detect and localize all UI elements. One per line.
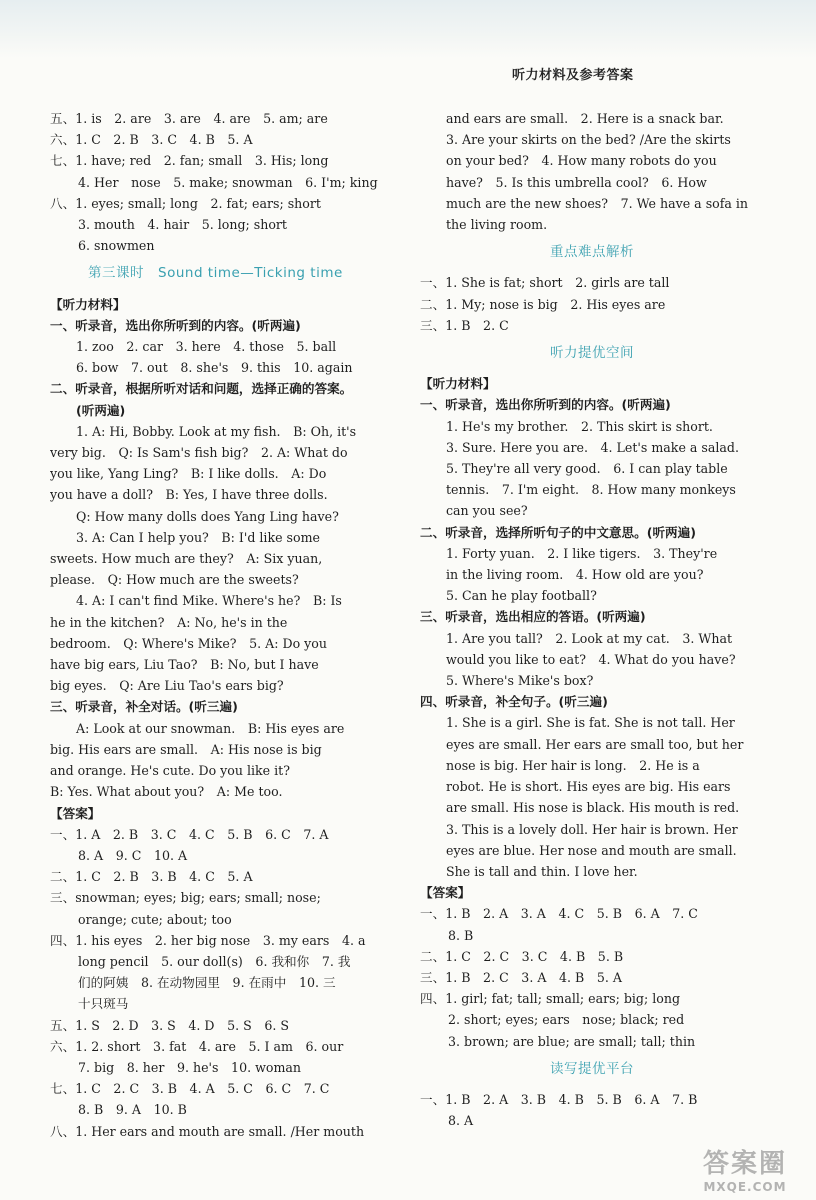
question-heading: 三、听录音，补全对话。(听三遍) [50, 699, 238, 715]
text-line: have big ears, Liu Tao? B: No, but I have [50, 657, 319, 673]
answers-label: 【答案】 [50, 805, 101, 821]
text-line: 3. This is a lovely doll. Her hair is brown. Her [446, 821, 738, 837]
text-line: 3. Are your skirts on the bed? /Are the skirts [446, 132, 731, 148]
text-line: 三、1. B 2. C [420, 317, 509, 333]
left-column [50, 108, 394, 1142]
text-line: very big. Q: Is Sam's fish big? 2. A: What do [50, 445, 348, 461]
text-line: 1. Forty yuan. 2. I like tigers. 3. They're [446, 545, 718, 561]
text-line: 五、1. S 2. D 3. S 4. D 5. S 6. S [50, 1017, 289, 1033]
right-column [420, 108, 764, 1131]
text-line: can you see? [446, 503, 528, 519]
question-heading: 二、听录音，根据所听对话和问题，选择正确的答案。 [50, 381, 353, 397]
text-line: 1. zoo 2. car 3. here 4. those 5. ball [76, 339, 337, 355]
text-line: 3. A: Can I help you? B: I'd like some [76, 529, 320, 545]
text-line: 8. A 9. C 10. A [78, 847, 188, 863]
right-answers [420, 903, 764, 1051]
text-line: 一、1. B 2. A 3. A 4. C 5. B 6. A 7. C [420, 906, 698, 922]
left-top-block [50, 108, 394, 256]
text-line: 1. Are you tall? 2. Look at my cat. 3. What [446, 630, 733, 646]
question-heading: 三、听录音，选出相应的答语。(听两遍) [420, 609, 646, 625]
text-line: 8. A [448, 1113, 474, 1129]
text-line: 二、1. My; nose is big 2. His eyes are [420, 296, 666, 312]
text-line: and orange. He's cute. Do you like it? [50, 763, 290, 779]
text-line: 六、1. 2. short 3. fat 4. are 5. I am 6. our [50, 1038, 344, 1054]
text-line: 十只斑马 [78, 996, 129, 1012]
text-line: he in the kitchen? A: No, he's in the [50, 614, 288, 630]
text-line: 3. Sure. Here you are. 4. Let's make a salad. [446, 439, 739, 455]
section-title-key-points: 重点难点解析 [550, 244, 634, 261]
watermark-logo [680, 1140, 810, 1196]
listening-label: 【听力材料】 [50, 296, 126, 312]
text-line: 五、1. is 2. are 3. are 4. are 5. am; are [50, 111, 328, 126]
left-answers [50, 824, 394, 1142]
left-listening-material [50, 315, 394, 803]
page-top-band [0, 0, 816, 58]
text-line: 一、1. She is fat; short 2. girls are tall [420, 275, 670, 291]
text-line: 1. He's my brother. 2. This skirt is short. [446, 418, 713, 434]
text-line: eyes are small. Her ears are small too, but her [446, 736, 744, 752]
text-line: B: Yes. What about you? A: Me too. [50, 784, 283, 800]
watermark-logo-text: 答案圈 [702, 1148, 787, 1179]
question-heading: 四、听录音，补全句子。(听三遍) [420, 694, 608, 710]
text-line: would you like to eat? 4. What do you have? [446, 651, 736, 667]
text-line: you have a doll? B: Yes, I have three dolls. [50, 487, 328, 503]
text-line: 四、1. girl; fat; tall; small; ears; big; long [420, 991, 681, 1007]
text-line: 6. bow 7. out 8. she's 9. this 10. again [76, 360, 353, 376]
text-line: 4. Her nose 5. make; snowman 6. I'm; king [78, 174, 378, 190]
section-title-listening-boost: 听力提优空间 [550, 345, 634, 362]
text-line: 3. brown; are blue; are small; tall; thin [448, 1033, 696, 1049]
text-line: much are the new shoes? 7. We have a sofa in [446, 195, 749, 211]
text-line: please. Q: How much are the sweets? [50, 572, 299, 588]
text-line: 一、1. A 2. B 3. C 4. C 5. B 6. C 7. A [50, 826, 329, 842]
section-title-reading-writing: 读写提优平台 [550, 1060, 634, 1077]
text-line: 八、1. eyes; small; long 2. fat; ears; short [50, 195, 321, 211]
text-line: 三、1. B 2. C 3. A 4. B 5. A [420, 969, 622, 985]
text-line: 二、1. C 2. B 3. B 4. C 5. A [50, 869, 253, 885]
text-line: 7. big 8. her 9. he's 10. woman [78, 1059, 302, 1075]
text-line: 三、snowman; eyes; big; ears; small; nose; [50, 890, 321, 906]
text-line: 5. Can he play football? [446, 588, 597, 604]
text-line: and ears are small. 2. Here is a snack bar. [446, 111, 724, 126]
text-line: big. His ears are small. A: His nose is big [50, 741, 322, 757]
text-line: eyes are blue. Her nose and mouth are small. [446, 842, 737, 858]
text-line: big eyes. Q: Are Liu Tao's ears big? [50, 678, 284, 694]
text-line: are small. His nose is black. His mouth is red. [446, 800, 740, 816]
text-line: 2. short; eyes; ears nose; black; red [448, 1012, 685, 1028]
text-line: She is tall and thin. I love her. [446, 863, 638, 879]
text-line: 四、1. his eyes 2. her big nose 3. my ears 4. a [50, 932, 366, 948]
text-line: on your bed? 4. How many robots do you [446, 153, 717, 169]
text-line: 六、1. C 2. B 3. C 4. B 5. A [50, 132, 253, 148]
text-line: 5. They're all very good. 6. I can play table [446, 461, 728, 477]
text-line: sweets. How much are they? A: Six yuan, [50, 551, 323, 567]
text-line: you like, Yang Ling? B: I like dolls. A: Do [50, 466, 327, 482]
text-line: bedroom. Q: Where's Mike? 5. A: Do you [50, 635, 327, 651]
text-line: long pencil 5. our doll(s) 6. 我和你 7. 我 [78, 953, 351, 969]
text-line: Q: How many dolls does Yang Ling have? [76, 508, 339, 524]
question-heading: (听两遍) [76, 402, 126, 418]
text-line: have? 5. Is this umbrella cool? 6. How [446, 174, 707, 190]
text-line: 8. B 9. A 10. B [78, 1102, 187, 1118]
right-top-block [420, 108, 764, 235]
text-line: A: Look at our snowman. B: His eyes are [76, 720, 345, 736]
text-line: 1. A: Hi, Bobby. Look at my fish. B: Oh, it's [76, 423, 357, 439]
text-line: the living room. [446, 217, 548, 233]
answers-label: 【答案】 [420, 885, 471, 901]
question-heading: 二、听录音，选择所听句子的中文意思。(听两遍) [420, 524, 696, 540]
right-listening-material [420, 394, 764, 882]
text-line: 们的阿姨 8. 在动物园里 9. 在雨中 10. 三 [78, 975, 336, 991]
text-line: 一、1. B 2. A 3. B 4. B 5. B 6. A 7. B [420, 1091, 698, 1107]
text-line: 8. B [448, 927, 474, 943]
text-line: nose is big. Her hair is long. 2. He is a [446, 757, 700, 773]
text-line: 八、1. Her ears and mouth are small. /Her mouth [50, 1123, 365, 1139]
question-heading: 一、听录音，选出你所听到的内容。(听两遍) [420, 397, 671, 413]
text-line: robot. He is short. His eyes are big. His ears [446, 779, 731, 795]
text-line: 5. Where's Mike's box? [446, 673, 594, 689]
section-title-lesson-3: 第三课时 Sound time—Ticking time [88, 265, 343, 282]
reading-writing-answers [420, 1089, 764, 1131]
text-line: tennis. 7. I'm eight. 8. How many monkeys [446, 482, 736, 498]
text-line: 二、1. C 2. C 3. C 4. B 5. B [420, 948, 624, 964]
text-line: orange; cute; about; too [78, 911, 232, 927]
text-line: 4. A: I can't find Mike. Where's he? B: Is [76, 593, 342, 609]
text-line: 七、1. C 2. C 3. B 4. A 5. C 6. C 7. C [50, 1081, 330, 1097]
text-line: 1. She is a girl. She is fat. She is not tall. Her [446, 715, 735, 731]
text-line: in the living room. 4. How old are you? [446, 567, 704, 583]
question-heading: 一、听录音，选出你所听到的内容。(听两遍) [50, 317, 301, 333]
key-points-answers [420, 272, 764, 336]
listening-label: 【听力材料】 [420, 376, 496, 392]
running-head: 听力材料及参考答案 [512, 68, 634, 83]
text-line: 七、1. have; red 2. fan; small 3. His; long [50, 153, 329, 169]
text-line: 6. snowmen [78, 238, 155, 254]
watermark-url: MXQE.COM [703, 1179, 787, 1194]
text-line: 3. mouth 4. hair 5. long; short [78, 217, 287, 233]
